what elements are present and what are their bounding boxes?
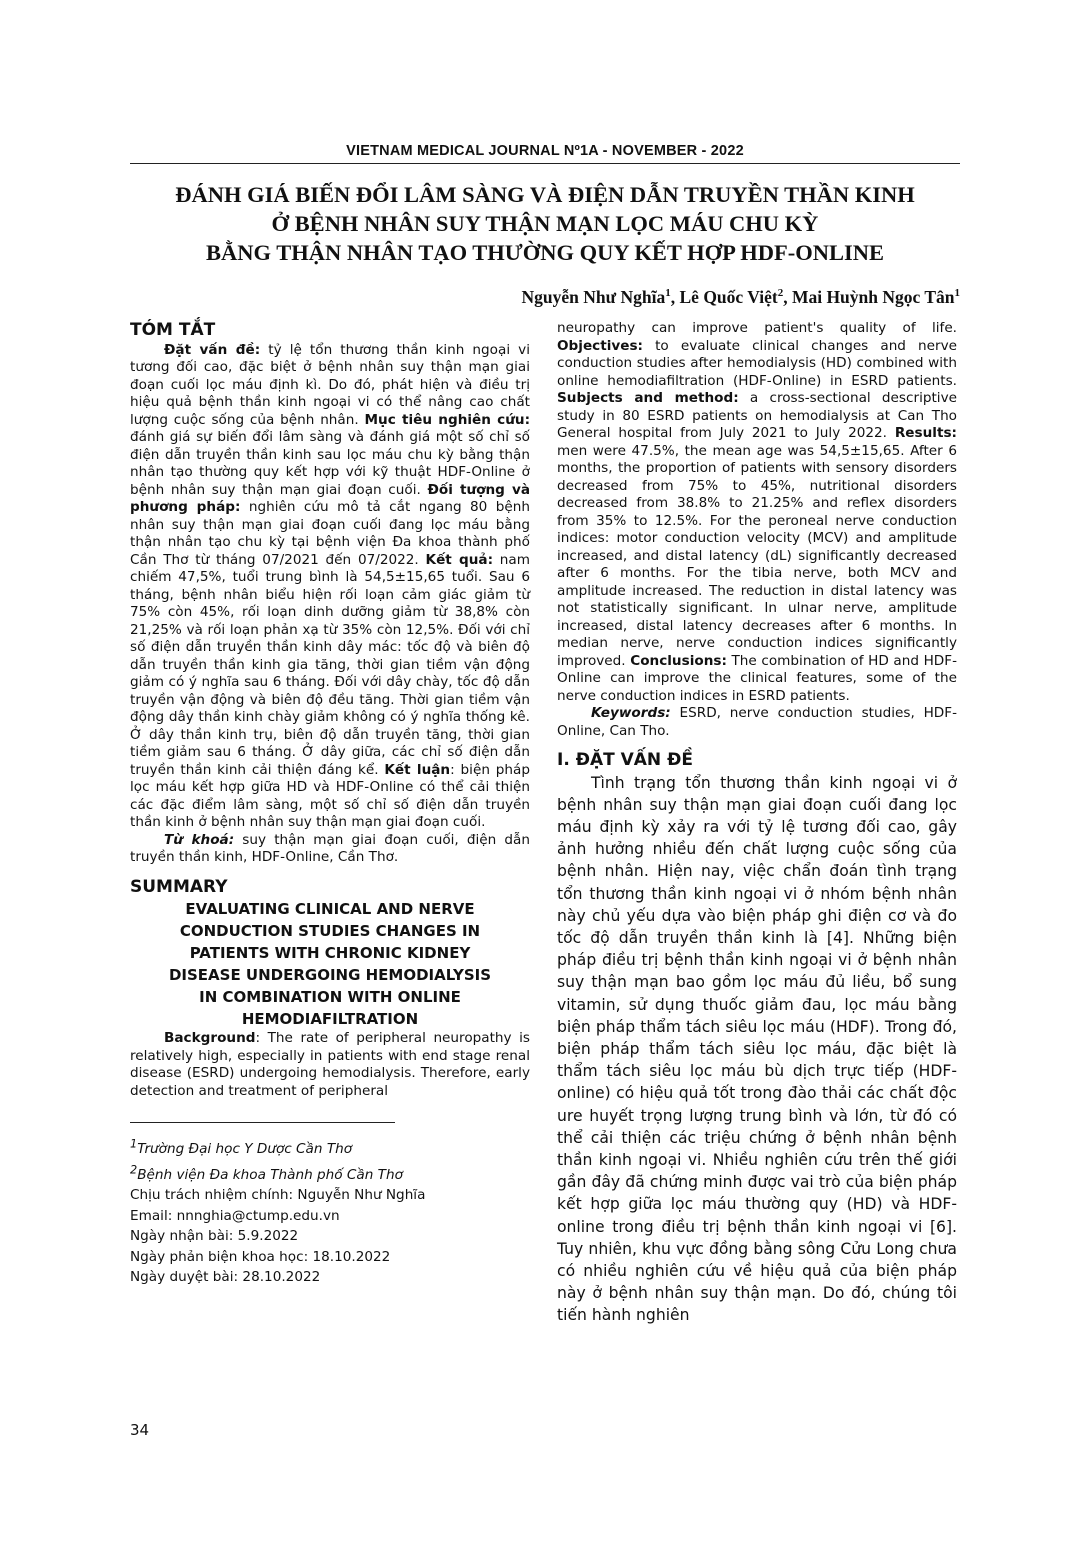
- summary-keywords: [557, 705, 957, 740]
- summary-title-line: IN COMBINATION WITH ONLINE: [199, 988, 461, 1006]
- label-results-en: Results:: [894, 425, 957, 441]
- header-rule: [130, 163, 960, 164]
- page-number: 34: [130, 1421, 150, 1439]
- footnote-affiliation-2: [130, 1159, 530, 1185]
- tomtat-keywords: [130, 832, 530, 867]
- footnote-rule: [130, 1122, 395, 1123]
- text-background-en-cont: neuropathy can improve patient's quality of life.: [557, 320, 957, 336]
- author-3: Mai Huỳnh Ngọc Tân: [791, 287, 955, 307]
- footnote-accepted: Ngày duyệt bài: 28.10.2022: [130, 1269, 321, 1286]
- footnote-affiliation-1: [130, 1133, 530, 1159]
- label-background-en: Background: [164, 1030, 256, 1046]
- footnote-mark: 1: [130, 1136, 138, 1150]
- summary-title-line: EVALUATING CLINICAL AND NERVE: [185, 900, 475, 918]
- label-keywords-vi: Từ khoá:: [164, 831, 235, 848]
- summary-heading: SUMMARY: [130, 876, 228, 897]
- text-results-en: men were 47.5%, the mean age was 54,5±15,65. After 6 months, the proportion of patients with sensory disorders decreased from 75% to 45%, nutritional disorders decreased from 38.8% to 21.25% and reflex disorders from 35% to 12.5%. For the peroneal nerve conduction indices: motor conduction velocity (MCV) and amplitude increased, and distal latency (dL) significantly decreased after 6 months. For the tibia nerve, both MCV and amplitude increased. The reduction in distal latency was not statistically significant. In ulnar nerve, amplitude increased, distal latency decreases after 6 months. In median nerve, nerve conduction indices significantly improved.: [557, 442, 957, 669]
- intro-paragraph: Tình trạng tổn thương thần kinh ngoại vi ở bệnh nhân suy thận mạn giai đoạn cuối đang lọc máu định kỳ xảy ra với tỷ lệ tương đối cao, gây ảnh hưởng nhiều đến chất lượng cuộc sống của bệnh nhân. Hiện nay, việc chẩn đoán tình trạng tổn thương thần kinh ngoại vi ở nhóm bệnh nhân này chủ yếu dựa vào biện pháp ghi điện cơ và đo tốc độ dẫn truyền thần kinh là [4]. Những biện pháp điều trị bệnh thần kinh ngoại vi ở bệnh nhân suy thận mạn bao gồm lọc máu đủ liều, bổ sung vitamin, sử dụng thuốc giảm đau, lọc máu bằng biện pháp thẩm tách siêu lọc máu (HDF). Trong đó, biện pháp thẩm tách siêu lọc máu, đặc biệt là thẩm tách siêu lọc máu bù dịch trực tiếp (HDF-online) có hiệu quả tốt trong đào thải các chất độc ure huyết trọng lượng trung bình và lớn, từ đó có thể cải thiện các triệu chứng ở bệnh nhân bệnh thần kinh ngoại vi. Nhiều nghiên cứu trên thế giới gần đây đã chứng minh được vai trò của biện pháp kết hợp giữa lọc máu thường quy (HD) và HDF-online trong điều trị bệnh thần kinh ngoại vi [6]. Tuy nhiên, khu vực đồng bằng sông Cửu Long chưa có nhiều nghiên cứu về hiệu quả của biện pháp này ở bệnh nhân suy thận mạn. Do đó, chúng tôi tiến hành nghiên: [557, 773, 957, 1325]
- text-keywords-vi: suy thận mạn giai đoạn cuối, điện dẫn truyền thần kinh, HDF-Online, Cần Thơ.: [130, 831, 530, 865]
- author-1: Nguyễn Như Nghĩa: [521, 287, 666, 307]
- label-objective-vi: Mục tiêu nghiên cứu:: [364, 411, 531, 428]
- text-background-vi: tỷ lệ tổn thương thần kinh ngoại vi tương đối cao, đặc biệt ở bệnh nhân suy thận mạn giai đoạn cuối lọc máu định kì. Do đó, phát hiện và điều trị hiệu quả bệnh thần kinh ngoại vi có thể nâng cao chất lượng cuộc sống của bệnh nhân.: [130, 341, 530, 428]
- footnote-reviewed: Ngày phản biện khoa học: 18.10.2022: [130, 1248, 391, 1265]
- author-2-affiliation: 2: [777, 287, 784, 300]
- author-1-affiliation: 1: [665, 287, 671, 300]
- label-results-vi: Kết quả:: [425, 551, 494, 568]
- text-method-en: a cross-sectional descriptive study in 80 ESRD patients on hemodialysis at Can Tho General hospital from July 2021 to July 2022.: [557, 390, 957, 441]
- footnote-text: Trường Đại học Y Dược Cần Thơ: [137, 1140, 353, 1157]
- title-line-1: ĐÁNH GIÁ BIẾN ĐỔI LÂM SÀNG VÀ ĐIỆN DẪN TRUYỀN THẦN KINH: [175, 182, 915, 207]
- article-title: [120, 180, 970, 267]
- label-conclusions-en: Conclusions:: [630, 652, 727, 669]
- summary-title: [130, 898, 530, 1030]
- author-separator: ,: [670, 287, 680, 307]
- footnotes: [130, 1133, 530, 1288]
- author-3-affiliation: 1: [954, 287, 960, 300]
- label-objectives-en: Objectives:: [557, 337, 643, 354]
- summary-abstract-continued: [557, 320, 957, 705]
- label-method-en: Subjects and method:: [557, 390, 739, 406]
- journal-header: VIETNAM MEDICAL JOURNAL Nº1A - NOVEMBER - 2022: [346, 143, 744, 159]
- title-line-2: Ở BỆNH NHÂN SUY THẬN MẠN LỌC MÁU CHU KỲ: [271, 211, 819, 236]
- label-background-vi: Đặt vấn đề:: [164, 341, 261, 358]
- text-results-vi: nam chiếm 47,5%, tuổi trung bình là 54,5±15,65 tuổi. Sau 6 tháng, bệnh nhân biểu hiện rối loạn cảm giác giảm từ 75% còn 45%, rối loạn dinh dưỡng giảm từ 38,8% còn 21,25% và rối loạn phản xạ từ 35% còn 12,5%. Đối với chỉ số điện dẫn truyền thần kinh dây mác: tốc độ và biên độ dẫn truyền thần kinh gia tăng, thời gian tiềm vận động giảm có ý nghĩa sau 6 tháng. Đối với dây chày, tốc độ dẫn truyền vận động và biên độ đều tăng. Thời gian tiềm vận động dây thần kinh chày giảm không có ý nghĩa thống kê. Ở dây thần kinh trụ, biên độ dẫn truyền tăng, thời gian tiềm giảm sau 6 tháng. Ở dây giữa, các chỉ số điện dẫn truyền thần kinh cải thiện đáng kể.: [130, 551, 530, 778]
- text-objective-vi: đánh giá sự biến đổi lâm sàng và đánh giá một số chỉ số điện dẫn truyền thần kinh sau lọc máu chu kỳ bằng thận nhân tạo thường quy kết hợp với kỹ thuật HDF-Online ở bệnh nhân suy thận mạn giai đoạn cuối.: [130, 429, 530, 498]
- footnote-text: Bệnh viện Đa khoa Thành phố Cần Thơ: [137, 1166, 403, 1183]
- footnote-received: Ngày nhận bài: 5.9.2022: [130, 1228, 299, 1245]
- author-separator: ,: [783, 287, 792, 307]
- right-column: [557, 320, 957, 1327]
- summary-title-line: DISEASE UNDERGOING HEMODIALYSIS: [168, 966, 492, 984]
- tomtat-abstract: [130, 342, 530, 832]
- summary-title-line: PATIENTS WITH CHRONIC KIDNEY: [189, 944, 471, 962]
- text-objectives-en: to evaluate clinical changes and nerve conduction studies after hemodialysis (HD) combined with online hemodiafiltration (HDF-Online) in ESRD patients.: [557, 337, 957, 389]
- label-method-vi: Đối tượng và phương pháp:: [130, 481, 531, 515]
- text-background-en: : The rate of peripheral neuropathy is relatively high, especially in patients with end stage renal disease (ESRD) undergoing hemodialysis. Therefore, early detection and treatment of peripheral: [130, 1030, 530, 1099]
- text-method-vi: nghiên cứu mô tả cắt ngang 80 bệnh nhân suy thận mạn giai đoạn cuối đang lọc máu bằng thận nhân tạo chu kỳ tại bệnh viện Đa khoa thành phố Cần Thơ từ tháng 07/2021 đến 07/2022.: [130, 499, 530, 568]
- summary-abstract-start: [130, 1030, 530, 1100]
- footnote-responsible: Chịu trách nhiệm chính: Nguyễn Như Nghĩa: [130, 1187, 426, 1204]
- title-line-3: BẰNG THẬN NHÂN TẠO THƯỜNG QUY KẾT HỢP HDF-ONLINE: [206, 240, 884, 265]
- summary-title-line: CONDUCTION STUDIES CHANGES IN: [179, 922, 481, 940]
- tomtat-heading: TÓM TẮT: [130, 320, 216, 340]
- label-conclusion-vi: Kết luận: [384, 761, 451, 778]
- text-conclusion-vi: : biện pháp lọc máu kết hợp giữa HD và HDF-Online có thể cải thiện các đặc điểm lâm sàng, một số chỉ số điện dẫn truyền thần kinh ở bệnh nhân suy thận mạn giai đoạn cuối.: [130, 761, 530, 830]
- author-2: Lê Quốc Việt: [679, 287, 778, 307]
- footnote-email: Email: nnnghia@ctump.edu.vn: [130, 1207, 340, 1224]
- footnote-mark: 2: [130, 1162, 138, 1177]
- text-conclusions-en: The combination of HD and HDF-Online can improve the clinical features, some of the nerve conduction indices in ESRD patients.: [557, 652, 957, 704]
- intro-heading: I. ĐẶT VẤN ĐỀ: [557, 750, 693, 770]
- summary-title-line: HEMODIAFILTRATION: [241, 1010, 419, 1028]
- author-list: [522, 287, 960, 308]
- left-column: [130, 322, 530, 1288]
- text-keywords-en: ESRD, nerve conduction studies, HDF-Online, Can Tho.: [557, 705, 957, 739]
- label-keywords-en: Keywords:: [591, 705, 671, 721]
